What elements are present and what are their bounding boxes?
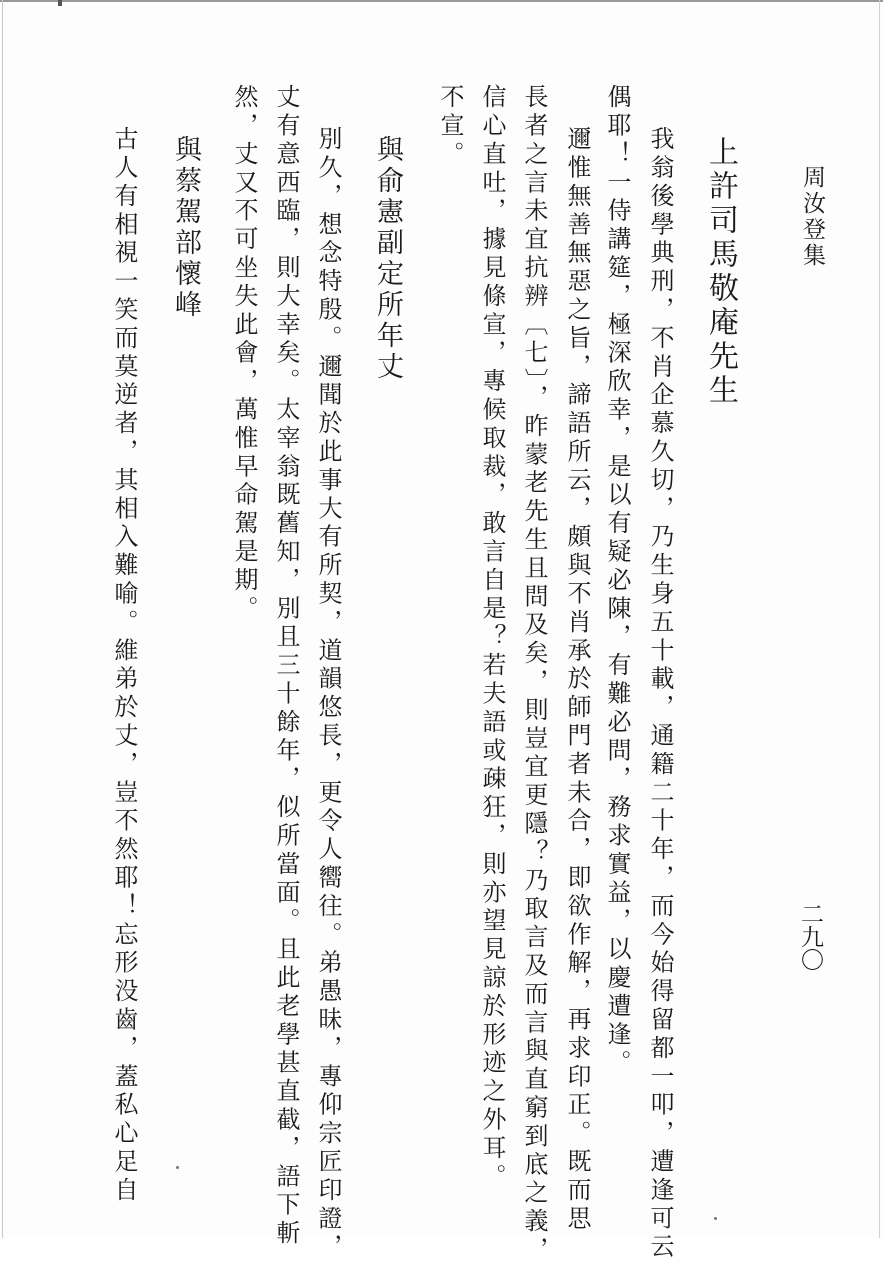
letter-1-line-3: 邇惟無善無惡之旨，諦語所云，頗與不肖承於師門者未合，即欲作解，再求印正。既而思 — [563, 126, 591, 1234]
letter-1-line-4: 長者之言未宜抗辨〔七〕，昨蒙老先生且問及矣，則豈宜更隱？乃取言及而言與直窮到底之義， — [520, 84, 548, 1265]
letter-1-line-2: 偶耶！一侍講筵，極深欣幸，是以有疑必陳，有難必問，務求實益，以慶遭逢。 — [603, 84, 631, 1078]
letter-1-line-1: 我翁後學典刑，不肖企慕久切，乃生身五十載，通籍二十年，而今始得留都一叩，遭逢可云 — [646, 126, 674, 1262]
letter-title-2: 與俞憲副定所年丈 — [372, 135, 403, 383]
letter-2-line-3: 然，丈又不可坐失此會，萬惟早命駕是期。 — [230, 84, 258, 624]
letter-title-3: 與蔡駕部懷峰 — [170, 135, 201, 321]
letter-title-1: 上許司馬敬庵先生 — [703, 136, 738, 408]
scan-mark — [58, 0, 62, 6]
scan-speck — [714, 1217, 717, 1220]
scan-right-edge — [879, 0, 880, 1238]
page-number: 二九〇 — [797, 902, 823, 971]
scan-left-edge — [2, 0, 3, 1238]
letter-2-line-1: 別久，想念特殷。邇聞於此事大有所契，道韻悠長，更令人嚮往。弟愚昧，專仰宗匠印證， — [314, 126, 342, 1262]
scan-top-edge — [0, 0, 883, 2]
letter-2-line-2: 丈有意西臨，則大幸矣。太宰翁既舊知，別且三十餘年，似所當面。且此老學甚直截，語下斬 — [272, 84, 300, 1249]
letter-3-line-1: 古人有相視一笑而莫逆者，其相入難喻。維弟於丈，豈不然耶！忘形没齒，蓋私心足自 — [110, 126, 138, 1206]
letter-1-line-5: 信心直吐，據見條宣，專候取裁，敢言自是？若夫語或疎狂，則亦望見諒於形迹之外耳。 — [478, 84, 506, 1192]
running-head: 周汝登集 — [799, 165, 825, 269]
letter-1-line-6: 不宣。 — [436, 84, 464, 170]
scan-speck — [176, 1166, 179, 1169]
